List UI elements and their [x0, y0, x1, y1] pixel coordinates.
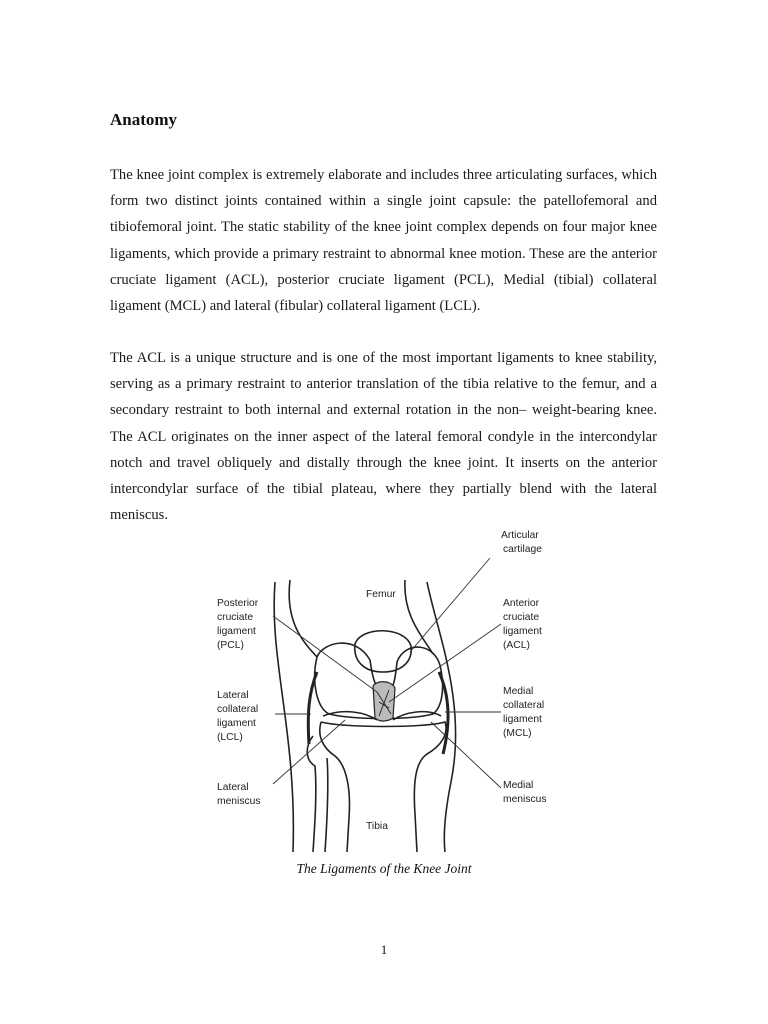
- section-heading: Anatomy: [110, 110, 178, 129]
- page-number: 1: [380, 942, 388, 957]
- label-femur: Femur: [366, 589, 396, 600]
- figure-caption: The Ligaments of the Knee Joint: [296, 861, 472, 876]
- label-articular-cartilage: Articular cartilage: [501, 530, 542, 555]
- leg-contour-left: [274, 582, 293, 852]
- leg-contour-right: [427, 582, 456, 852]
- leader-articular-cartilage: [410, 558, 490, 652]
- label-tibia: Tibia: [366, 821, 388, 832]
- fibula-outline-outer: [307, 736, 316, 852]
- lcl-band: [308, 672, 317, 744]
- leader-medial-meniscus: [431, 722, 501, 788]
- label-acl: Anterior cruciate ligament (ACL): [503, 598, 542, 651]
- paragraph-knee-complex: The knee joint complex is extremely elaborate and includes three articulating surfaces, which form two distinct joints contained within a single joint capsule: the patellofemoral and tibiofemoral joint. The static stability of the knee joint complex depends on four major knee ligaments, which provide a primary restraint to abnormal knee motion. These are the anterior cruciate ligament (ACL), posterior cruciate ligament (PCL), Medial (tibial) collateral ligament (MCL) and lateral (fibular) collateral ligament (LCL).: [110, 167, 657, 315]
- paragraph-acl: The ACL is a unique structure and is one of the most important ligaments to knee stability, serving as a primary restraint to anterior translation of the tibia relative to the femur, and a secondary restraint to both internal and external rotation in the non– weight-bearing knee. The ACL originates on the inner aspect of the lateral femoral condyle in the intercondylar notch and travel obliquely and distally through the knee joint. It inserts on the anterior intercondylar surface of the tibial plateau, where they partially blend with the lateral meniscus.: [110, 350, 657, 524]
- tibia-outline-right: [321, 722, 446, 852]
- cruciate-ligament-shape: [373, 682, 395, 721]
- label-mcl: Medial collateral ligament (MCL): [503, 686, 545, 739]
- fibula-outline-inner: [325, 758, 328, 852]
- leader-pcl: [273, 616, 377, 692]
- label-medial-meniscus: Medial meniscus: [503, 780, 547, 805]
- knee-anatomy-illustration: [205, 522, 565, 854]
- label-pcl: Posterior cruciate ligament (PCL): [217, 598, 259, 651]
- knee-drawing: [274, 580, 455, 852]
- label-lcl: Lateral collateral ligament (LCL): [217, 690, 259, 743]
- cruciate-ligaments: [373, 682, 395, 721]
- tibia-outline-left: [320, 722, 350, 852]
- label-lateral-meniscus: Lateral meniscus: [217, 782, 261, 807]
- knee-ligament-figure: [205, 522, 565, 854]
